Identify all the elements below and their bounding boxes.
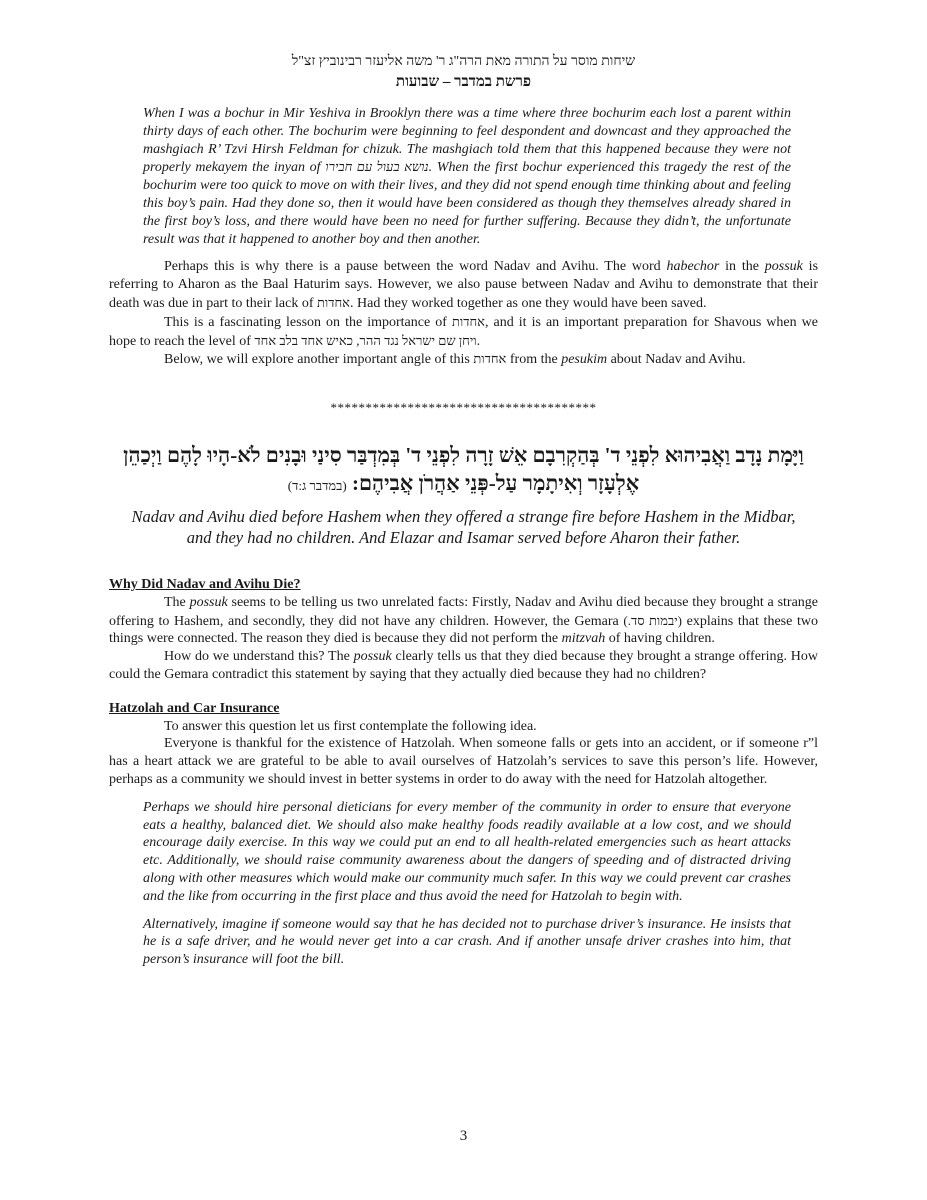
text-run: This is a fascinating lesson on the importance of — [164, 314, 452, 330]
text-run: of having children. — [605, 631, 715, 647]
verse-hebrew — [109, 441, 818, 500]
verse-line-2-text: אֶלְעָזָר וְאִיתָמָר עַל-פְּנֵי אַהֲרֹן אֲבִיהֶם: — [351, 470, 640, 495]
text-run: seems to be telling us two unrelated facts: Firstly, Nadav and Avihu died because they brought a strange offering to Hashem, and secondly, they did not have any children. However, the Gemara — [109, 594, 818, 629]
paragraph-contemplate: To answer this question let us first contemplate the following idea. — [164, 718, 537, 734]
text-run: explains that these two things were connected. The reason they died is because they did not perform the — [109, 613, 818, 647]
text-run: Below, we will explore another important angle of this — [164, 352, 474, 368]
hebrew-word: אחדות — [451, 313, 485, 329]
paragraph-hatzolah: Everyone is thankful for the existence of Hatzolah. When someone falls or gets into an accident, or if someone r”l has a heart attack we are grateful to be able to avail ourselves of Hatzolah’s services to save this person’s life. However, perhaps as a community we should invest in better systems in order to do away with the need for Hatzolah altogether. — [109, 736, 818, 787]
verse-line-2 — [109, 469, 818, 500]
hebrew-citation: (יבמות סד.) — [623, 612, 682, 628]
quote-text-part1: When I was a bochur in Mir Yeshiva in Brooklyn there was a time where three bochurim each lost a parent within thirty days of each other. The bochurim were beginning to feel despondent and downcast and they approached the mashgiach R’ Tzvi Hirsh Feldman for chizuk. The mashgiach told them that this happened because they were not properly mekayem the inyan of — [143, 106, 791, 176]
text-run: from the — [506, 352, 562, 368]
page-number: 3 — [459, 1128, 468, 1144]
text-run-italic: possuk — [189, 594, 228, 610]
text-run-italic: pesukim — [561, 352, 608, 368]
verse-line-1: וַיָּמָת נָדָב וַאֲבִיהוּא לִפְנֵי ד' בְּהַקְרִבָם אֵשׁ זָרָה לִפְנֵי ד' בְּמִדְבַּר סִינַי וּבָנִים לֹא-הָיוּ לָהֶם וַיְכַהֵן — [123, 442, 804, 467]
hebrew-phrase: ויחן שם ישראל נגד ההר, כאיש אחד בלב אחד — [254, 332, 477, 348]
page-header — [109, 52, 818, 92]
text-run: , and it is an important preparation for Shavous when we hope to reach the level of — [109, 314, 818, 349]
section-separator: ************************************** — [330, 400, 597, 416]
document-page — [109, 52, 818, 969]
text-run-italic: possuk — [764, 259, 803, 275]
quote-dieticians: Perhaps we should hire personal dieticians for every member of the community in order to ensure that everyone eats a healthy, balanced diet. We should also make healthy foods readily available at a low cost, and we should encourage daily exercise. In this way we could put an end to all health-related emergencies such as heart attacks etc. Additionally, we should raise community awareness about the dangers of speeding and of distracted driving along with other measures which would make our community much safer. In this way we could prevent car crashes and the like from occurring in the first place and thus avoid the need for Hatzolah to begin with. — [143, 799, 791, 904]
quote-hebrew-phrase: נושא בעול עם חבירו — [325, 159, 429, 175]
verse-translation-line-1: Nadav and Avihu died before Hashem when they offered a strange fire before Hashem in the Midbar, — [131, 506, 796, 526]
story-quote — [143, 105, 791, 248]
quote-text-part2: . When the first bochur experienced this tragedy the rest of the bochurim were too quick to move on with their lives, and they did not spend enough time thinking about and feeling this boy’s pain. Had they done so, then it would have been considered as though they themselves already shared in the first boy’s loss, and there would have been no need for further suffering. Because they didn’t, the unfortunate result was that it happened to another boy and then another. — [143, 160, 791, 247]
section-heading-why-die: Why Did Nadav and Avihu Die? — [109, 576, 301, 592]
text-run: clearly tells us that they died because they brought a strange offering. How could the Gemara contradict this statement by saying that they actually died because they had no children? — [109, 649, 818, 682]
verse-translation — [109, 506, 818, 548]
quote-insurance: Alternatively, imagine if someone would say that he has decided not to purchase driver’s insurance. He insists that he is a safe driver, and he would never get into a car crash. And if another unsafe driver crashes into him, that person’s insurance will foot the bill. — [143, 916, 791, 968]
header-parsha-title: פרשת במדבר – שבועות — [395, 74, 532, 90]
text-run: about Nadav and Avihu. — [607, 352, 746, 368]
section-heading-hatzolah: Hatzolah and Car Insurance — [109, 700, 280, 716]
text-run-italic: mitzvah — [561, 631, 606, 647]
paragraph-pause — [109, 258, 818, 312]
text-run: . Had they worked together as one they would have been saved. — [350, 295, 707, 311]
hebrew-word: אחדות — [473, 351, 507, 367]
text-run-italic: possuk — [353, 649, 392, 665]
paragraph-below — [109, 350, 818, 369]
text-run: in the — [719, 259, 765, 275]
paragraph-question — [109, 648, 818, 684]
text-run: . — [476, 333, 481, 349]
paragraph-lesson — [109, 313, 818, 351]
verse-source: (במדבר ג:ד) — [287, 477, 347, 493]
text-run-italic: habechor — [666, 259, 720, 275]
text-run: is referring to Aharon as the Baal Haturim says. However, we also pause between Nadav and Avihu to demonstrate that their death was due in part to their lack of — [109, 259, 819, 311]
text-run: How do we understand this? The — [164, 649, 354, 665]
header-series-title: שיחות מוסר על התורה מאת הרה"ג ר' משה אליעזר רבינוביץ זצ"ל — [291, 54, 636, 69]
hebrew-word: אחדות — [316, 294, 350, 310]
paragraph-two-facts — [109, 594, 818, 648]
text-run: The — [164, 594, 190, 610]
text-run: Perhaps this is why there is a pause between the word Nadav and Avihu. The word — [164, 259, 667, 275]
verse-translation-line-2: and they had no children. And Elazar and Isamar served before Aharon their father. — [186, 527, 741, 547]
